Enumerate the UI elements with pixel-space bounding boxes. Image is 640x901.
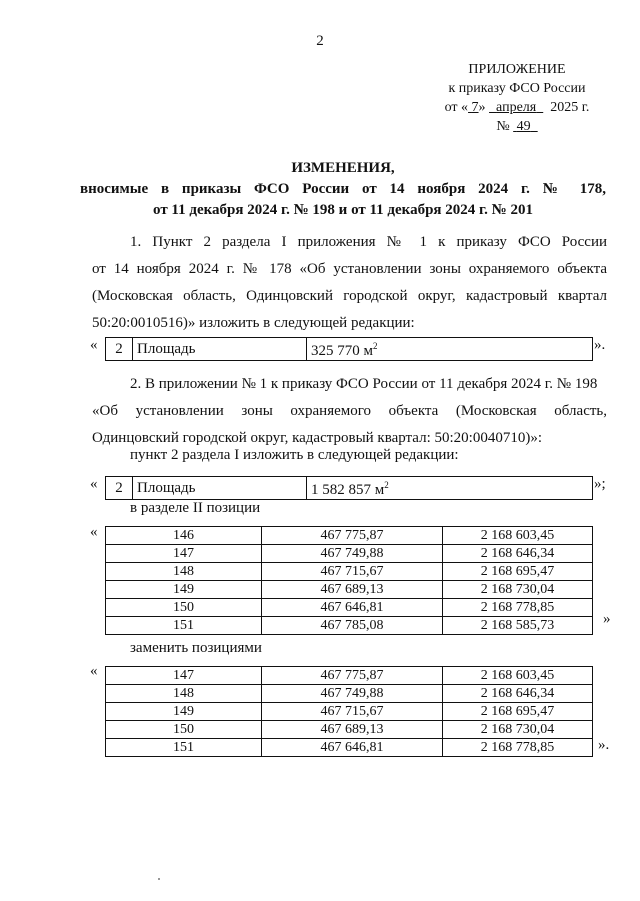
position-number-cell: 148 [106,563,262,581]
heading-line-2: вносимые в приказы ФСО России от 14 ноября 2024 г. № 178, [80,181,606,197]
date-month-value: апреля [496,100,537,115]
area-value-cell [307,338,593,361]
number-value: 49 [516,119,531,134]
number-value-wrap [513,119,538,134]
new-positions-close-quote: ». [598,737,610,753]
y-coordinate-cell: 2 168 778,85 [443,739,593,757]
heading-title: ИЗМЕНЕНИЯ, [291,160,395,176]
item-1-close-quote: ». [594,337,606,353]
item-1-text [92,229,607,337]
area-value: 325 770 м [311,343,373,359]
table-row [106,477,593,500]
replace-label: заменить позициями [130,640,262,656]
number-prefix: № [496,119,510,134]
appendix-date [432,98,602,117]
position-number-cell: 149 [106,703,262,721]
appendix-title: ПРИЛОЖЕНИЕ [468,62,566,77]
y-coordinate-cell: 2 168 603,45 [443,527,593,545]
scan-speck [158,878,160,880]
item-1-area-table [105,337,593,361]
item-1-line: 1. Пункт 2 раздела I приложения № 1 к приказу ФСО России [130,234,607,250]
y-coordinate-cell: 2 168 730,04 [443,721,593,739]
y-coordinate-cell: 2 168 730,04 [443,581,593,599]
table-row [106,667,593,685]
table-row [106,685,593,703]
position-number-cell: 148 [106,685,262,703]
appendix-block [432,60,602,136]
x-coordinate-cell: 467 749,88 [262,685,443,703]
x-coordinate-cell: 467 715,67 [262,563,443,581]
appendix-number [432,117,602,136]
appendix-order: к приказу ФСО России [448,81,586,96]
area-label-cell: Площадь [133,477,307,500]
y-coordinate-cell: 2 168 646,34 [443,685,593,703]
item-2-text [92,371,607,452]
new-positions-body [106,667,593,757]
table-row [106,545,593,563]
x-coordinate-cell: 467 646,81 [262,739,443,757]
x-coordinate-cell: 467 715,67 [262,703,443,721]
y-coordinate-cell: 2 168 695,47 [443,563,593,581]
area-num-cell: 2 [106,338,133,361]
old-positions-body [106,527,593,635]
position-number-cell: 149 [106,581,262,599]
item-2-close-quote: »; [594,476,606,492]
item-2-subpoint: пункт 2 раздела I изложить в следующей редакции: [130,447,459,463]
date-day [468,100,479,115]
date-month [489,100,543,115]
x-coordinate-cell: 467 646,81 [262,599,443,617]
old-positions-close-quote: » [603,611,611,627]
x-coordinate-cell: 467 689,13 [262,581,443,599]
table-row [106,563,593,581]
position-number-cell: 151 [106,739,262,757]
old-positions-open-quote: « [90,524,98,540]
table-row [106,581,593,599]
item-2-line: 2. В приложении № 1 к приказу ФСО России от 11 декабря 2024 г. № 198 [130,376,598,392]
area-label-cell: Площадь [133,338,307,361]
y-coordinate-cell: 2 168 778,85 [443,599,593,617]
area-unit-sup: 2 [384,480,389,490]
x-coordinate-cell: 467 785,08 [262,617,443,635]
x-coordinate-cell: 467 689,13 [262,721,443,739]
item-1-line: от 14 ноября 2024 г. № 178 «Об установлении зоны охраняемого объекта [92,261,607,277]
item-1-line: (Московская область, Одинцовский городской округ, кадастровый квартал [92,288,607,304]
document-heading [80,158,606,221]
area-value-cell [307,477,593,500]
position-number-cell: 147 [106,667,262,685]
y-coordinate-cell: 2 168 603,45 [443,667,593,685]
position-number-cell: 146 [106,527,262,545]
position-number-cell: 150 [106,721,262,739]
new-positions-open-quote: « [90,663,98,679]
item-1-line: 50:20:0010516)» изложить в следующей редакции: [92,315,415,331]
table-row [106,617,593,635]
section-2-label: в разделе II позиции [130,500,261,516]
area-num-cell: 2 [106,477,133,500]
item-2-open-quote: « [90,476,98,492]
page-number: 2 [316,33,324,49]
date-prefix: от « [444,100,469,115]
table-row [106,338,593,361]
position-number-cell: 150 [106,599,262,617]
x-coordinate-cell: 467 749,88 [262,545,443,563]
heading-line-3: от 11 декабря 2024 г. № 198 и от 11 декабря 2024 г. № 201 [153,202,533,218]
area-value: 1 582 857 м [311,482,385,498]
table-row [106,739,593,757]
date-year: 2025 г. [550,100,590,115]
table-row [106,599,593,617]
old-positions-table [105,526,593,635]
table-row [106,703,593,721]
item-2-line: «Об установлении зоны охраняемого объекта (Московская область, [92,403,607,419]
item-2-area-table [105,476,593,500]
y-coordinate-cell: 2 168 695,47 [443,703,593,721]
new-positions-table [105,666,593,757]
table-row [106,721,593,739]
y-coordinate-cell: 2 168 646,34 [443,545,593,563]
position-number-cell: 147 [106,545,262,563]
date-mid: » [478,100,486,115]
area-unit-sup: 2 [373,341,378,351]
x-coordinate-cell: 467 775,87 [262,667,443,685]
item-1-open-quote: « [90,337,98,353]
date-day-value: 7 [471,100,479,115]
x-coordinate-cell: 467 775,87 [262,527,443,545]
y-coordinate-cell: 2 168 585,73 [443,617,593,635]
position-number-cell: 151 [106,617,262,635]
table-row [106,527,593,545]
item-2-line: Одинцовский городской округ, кадастровый квартал: 50:20:0040710)»: [92,430,542,446]
